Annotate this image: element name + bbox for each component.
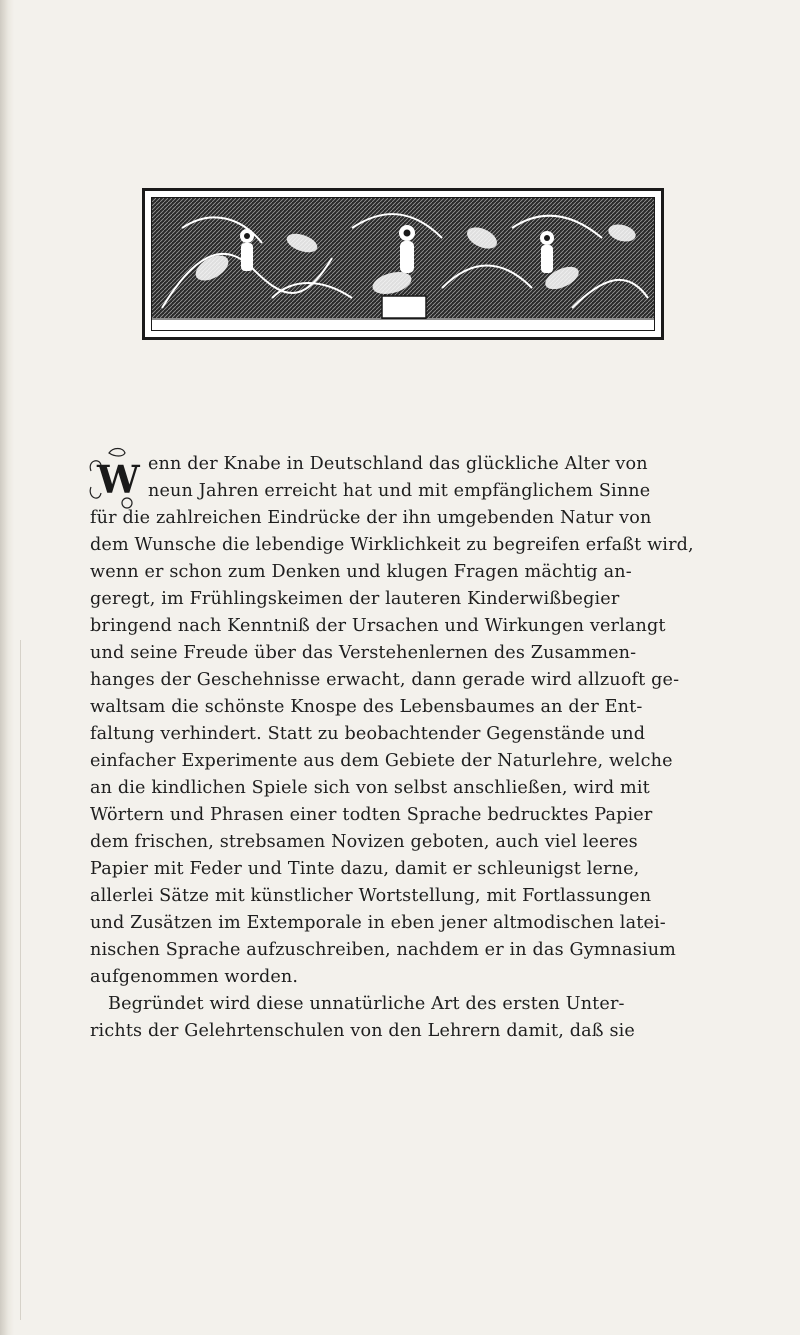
text-line: und Zusätzen im Extemporale in eben jener altmodischen latei-: [90, 913, 666, 933]
text-line: allerlei Sätze mit künstlicher Wortstellung, mit Fortlassungen: [90, 886, 652, 906]
drop-cap: [87, 447, 147, 511]
text-line: aufgenommen worden.: [90, 967, 299, 987]
text-line: faltung verhindert. Statt zu beobachtender Gegenstände und: [90, 724, 646, 744]
ornament-illustration: [152, 198, 655, 331]
text-line: bringend nach Kenntniß der Ursachen und Wirkungen verlangt: [90, 616, 666, 636]
header-ornament-inner: [151, 197, 655, 331]
drop-cap-letter: W: [97, 457, 140, 502]
text-line: dem Wunsche die lebendige Wirklichkeit zu begreifen erfaßt wird,: [90, 535, 694, 555]
text-line: einfacher Experimente aus dem Gebiete der Naturlehre, welche: [90, 751, 673, 771]
text-line: wenn er schon zum Denken und klugen Fragen mächtig an-: [90, 562, 632, 582]
text-line: hanges der Geschehnisse erwacht, dann gerade wird allzuoft ge-: [90, 670, 680, 690]
text-line: Papier mit Feder und Tinte dazu, damit er schleunigst lerne,: [90, 859, 640, 879]
binding-shadow: [0, 0, 14, 1335]
header-ornament: [142, 188, 664, 340]
text-line: für die zahlreichen Eindrücke der ihn umgebenden Natur von: [90, 508, 652, 528]
text-line: waltsam die schönste Knospe des Lebensbaumes an der Ent-: [90, 697, 643, 717]
text-line: enn der Knabe in Deutschland das glückliche Alter von: [148, 454, 648, 474]
text-line: richts der Gelehrtenschulen von den Lehrern damit, daß sie: [90, 1021, 635, 1041]
text-line: und seine Freude über das Verstehenlernen des Zusammen-: [90, 643, 637, 663]
text-line: neun Jahren erreicht hat und mit empfänglichem Sinne: [148, 481, 651, 501]
drop-cap-ornament: [87, 447, 147, 511]
text-line: nischen Sprache aufzuschreiben, nachdem er in das Gymnasium: [90, 940, 677, 960]
text-line: geregt, im Frühlingskeimen der lauteren Kinderwißbegier: [90, 589, 620, 609]
text-line: dem frischen, strebsamen Novizen geboten, auch viel leeres: [90, 832, 638, 852]
text-line: Wörtern und Phrasen einer todten Sprache bedrucktes Papier: [90, 805, 653, 825]
binding-line: [20, 640, 21, 1320]
text-line: Begründet wird diese unnatürliche Art des ersten Unter-: [108, 994, 625, 1014]
text-line: an die kindlichen Spiele sich von selbst anschließen, wird mit: [90, 778, 650, 798]
